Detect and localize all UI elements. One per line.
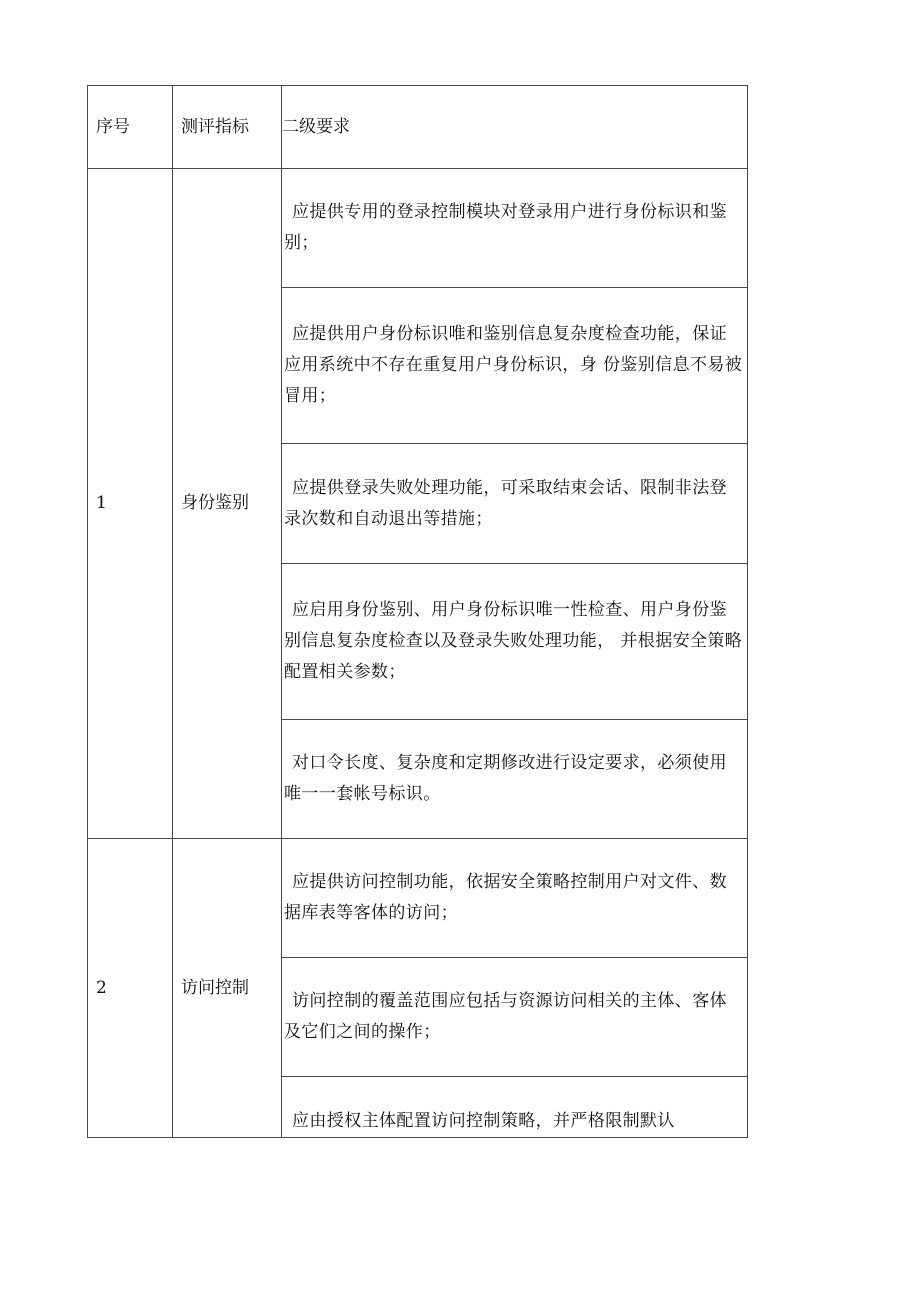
requirements-table xyxy=(87,85,748,1138)
requirement-cell xyxy=(282,1077,748,1138)
requirement-cell xyxy=(282,958,748,1077)
group-1-metric: 身份鉴别 xyxy=(181,493,249,513)
requirement-cell xyxy=(282,839,748,958)
requirement-text: 应由授权主体配置访问控制策略，并严格限制默认 xyxy=(292,1111,675,1131)
requirement-cell xyxy=(282,288,748,444)
requirement-text: 访问控制的覆盖范围应包括与资源访问相关的主体、客体及它们之间的操作； xyxy=(284,991,727,1042)
header-metric-label: 测评指标 xyxy=(181,116,249,137)
group-1-metric-cell xyxy=(173,169,282,839)
group-2-index: 2 xyxy=(96,977,107,998)
requirement-text: 对口令长度、复杂度和定期修改进行设定要求，必须使用唯一一套帐号标识。 xyxy=(284,753,727,804)
header-requirement xyxy=(282,86,748,169)
requirement-text: 应启用身份鉴别、用户身份标识唯一性检查、用户身份鉴别信息复杂度检查以及登录失败处理功能， 并根据安全策略配置相关参数； xyxy=(284,600,743,682)
group-1-index: 1 xyxy=(96,493,107,513)
header-index-label: 序号 xyxy=(96,116,130,137)
requirement-text: 应提供专用的登录控制模块对登录用户进行身份标识和鉴别； xyxy=(284,202,727,253)
group-1-index-cell xyxy=(88,169,173,839)
group-2-metric: 访问控制 xyxy=(181,977,249,998)
requirement-cell xyxy=(282,564,748,720)
group-2-index-cell xyxy=(88,839,173,1138)
requirement-cell xyxy=(282,720,748,839)
header-requirement-label: 二级要求 xyxy=(282,116,350,137)
requirement-cell xyxy=(282,169,748,288)
table-row xyxy=(88,839,748,958)
requirement-cell xyxy=(282,444,748,564)
requirement-text: 应提供访问控制功能，依据安全策略控制用户对文件、数据库表等客体的访问； xyxy=(284,872,727,923)
requirement-text: 应提供登录失败处理功能，可采取结束会话、限制非法登录次数和自动退出等措施； xyxy=(284,477,727,529)
group-2-metric-cell xyxy=(173,839,282,1138)
header-index xyxy=(88,86,173,169)
requirement-text: 应提供用户身份标识唯和鉴别信息复杂度检查功能，保证应用系统中不存在重复用户身份标识，身 份鉴别信息不易被冒用； xyxy=(284,324,743,406)
header-metric xyxy=(173,86,282,169)
table-row xyxy=(88,169,748,288)
table-header-row xyxy=(88,86,748,169)
